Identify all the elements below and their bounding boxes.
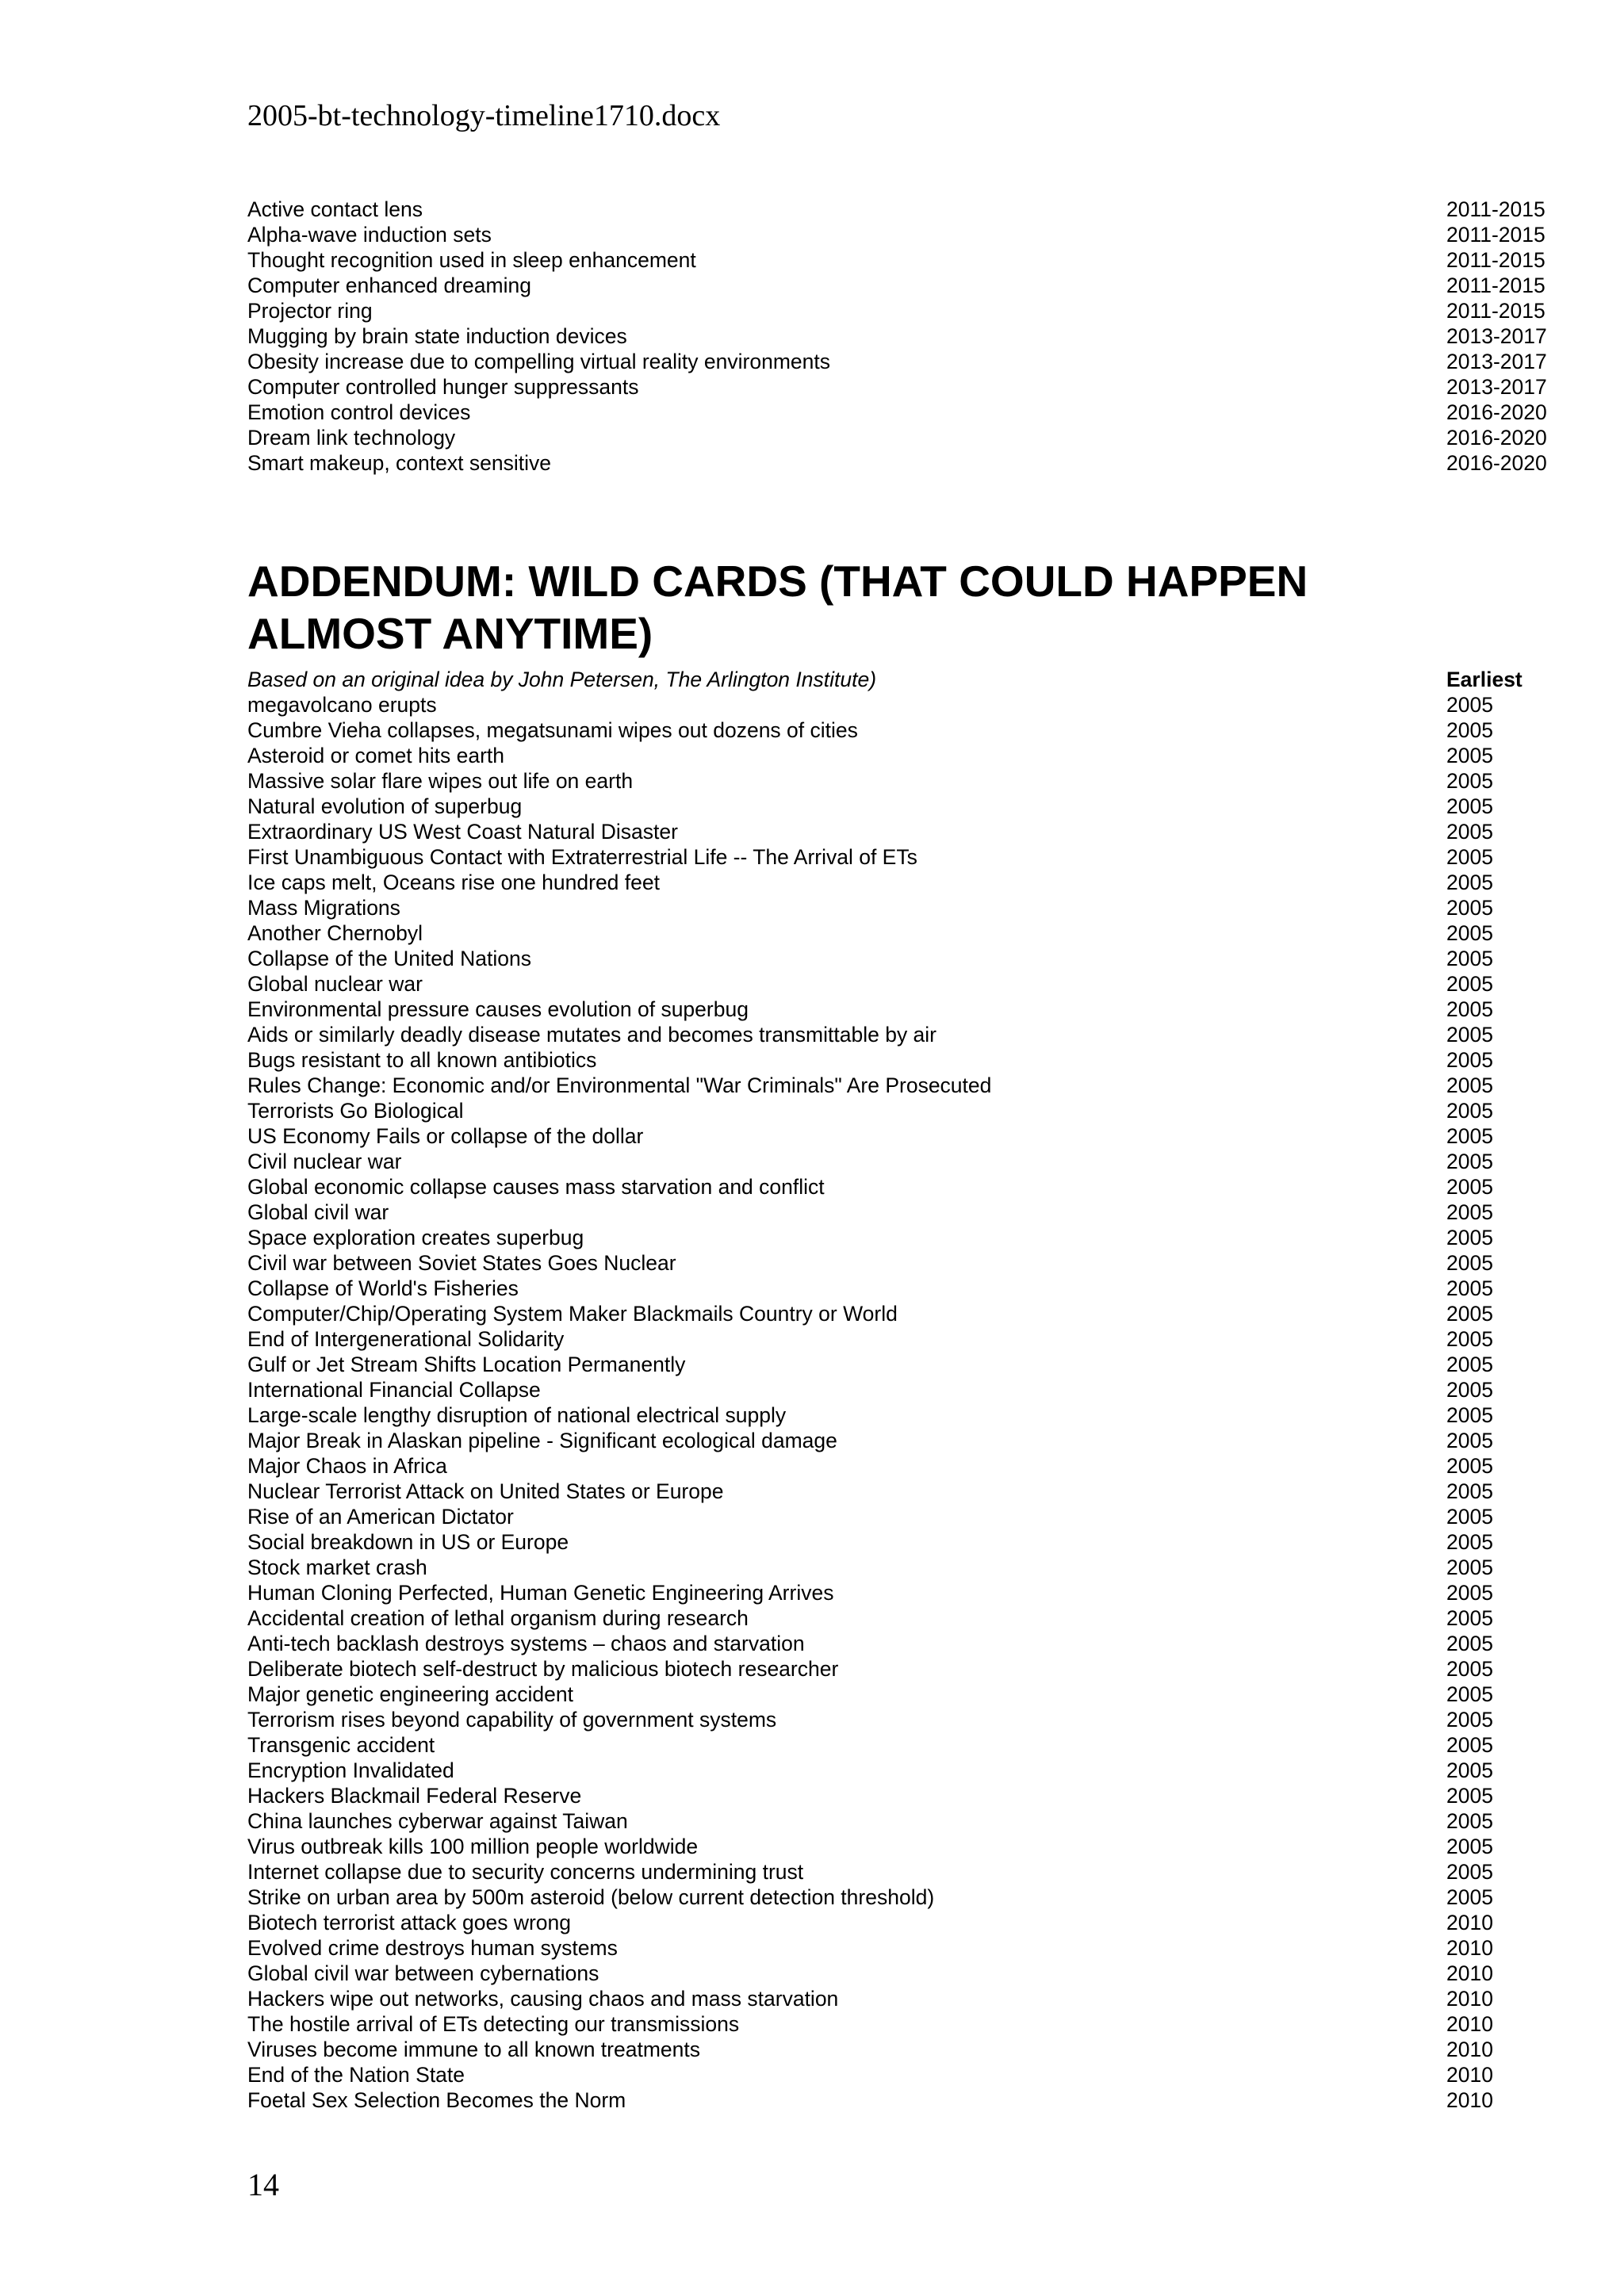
item-date: 2005 <box>1446 1454 1493 1478</box>
wild-card-row <box>247 1986 1564 2011</box>
item-date: 2005 <box>1446 896 1493 920</box>
item-date: 2010 <box>1446 2012 1493 2036</box>
item-date: 2005 <box>1446 1276 1493 1300</box>
item-date: 2010 <box>1446 2038 1493 2061</box>
item-label: Deliberate biotech self-destruct by malicious biotech researcher <box>247 1657 839 1681</box>
item-date: 2005 <box>1446 1226 1493 1249</box>
wild-card-row <box>247 1428 1564 1453</box>
item-date: 2016-2020 <box>1446 400 1547 424</box>
tech-row <box>247 298 1564 323</box>
item-date: 2005 <box>1446 1860 1493 1884</box>
item-date: 2011-2015 <box>1446 274 1545 297</box>
item-label: Smart makeup, context sensitive <box>247 451 551 475</box>
item-date: 2005 <box>1446 693 1493 717</box>
wild-cards-list <box>247 692 1564 2113</box>
item-label: Dream link technology <box>247 426 456 450</box>
item-label: Mugging by brain state induction devices <box>247 324 627 348</box>
item-label: End of Intergenerational Solidarity <box>247 1327 565 1351</box>
item-date: 2005 <box>1446 1530 1493 1554</box>
item-date: 2011-2015 <box>1446 299 1545 323</box>
item-date: 2005 <box>1446 794 1493 818</box>
item-label: Human Cloning Perfected, Human Genetic Engineering Arrives <box>247 1581 834 1605</box>
item-date: 2005 <box>1446 1378 1493 1402</box>
wild-card-row <box>247 718 1564 743</box>
item-label: Major Break in Alaskan pipeline - Significant ecological damage <box>247 1429 837 1452</box>
wild-card-row <box>247 2087 1564 2113</box>
item-date: 2005 <box>1446 1150 1493 1173</box>
item-label: Alpha-wave induction sets <box>247 223 492 247</box>
item-date: 2005 <box>1446 1835 1493 1858</box>
item-date: 2005 <box>1446 744 1493 767</box>
wild-card-row <box>247 1834 1564 1859</box>
wild-card-row <box>247 1808 1564 1834</box>
wild-card-row <box>247 2062 1564 2087</box>
page-number: 14 <box>247 2167 279 2202</box>
item-label: Ice caps melt, Oceans rise one hundred feet <box>247 871 660 894</box>
item-date: 2010 <box>1446 2063 1493 2087</box>
wild-card-row <box>247 743 1564 768</box>
item-label: Major Chaos in Africa <box>247 1454 447 1478</box>
item-date: 2005 <box>1446 972 1493 996</box>
tech-row <box>247 400 1564 425</box>
wild-card-row <box>247 1352 1564 1377</box>
item-label: Emotion control devices <box>247 400 471 424</box>
wild-card-row <box>247 870 1564 895</box>
wild-card-row <box>247 895 1564 920</box>
wild-card-row <box>247 1479 1564 1504</box>
tech-row <box>247 450 1564 476</box>
wild-card-row <box>247 971 1564 997</box>
item-label: Global nuclear war <box>247 972 423 996</box>
item-label: Hackers Blackmail Federal Reserve <box>247 1784 582 1808</box>
wild-card-row <box>247 1656 1564 1682</box>
wild-card-row <box>247 844 1564 870</box>
wild-card-row <box>247 1859 1564 1885</box>
item-label: Massive solar flare wipes out life on earth <box>247 769 634 793</box>
wild-card-row <box>247 2011 1564 2037</box>
wild-card-row <box>247 1605 1564 1631</box>
item-date: 2011-2015 <box>1446 197 1545 221</box>
item-date: 2005 <box>1446 1327 1493 1351</box>
item-label: US Economy Fails or collapse of the dollar <box>247 1124 644 1148</box>
item-date: 2011-2015 <box>1446 223 1545 247</box>
item-date: 2005 <box>1446 1200 1493 1224</box>
wild-card-row <box>247 1047 1564 1073</box>
item-label: Computer controlled hunger suppressants <box>247 375 639 399</box>
wild-card-row <box>247 1783 1564 1808</box>
wild-card-row <box>247 1885 1564 1910</box>
item-label: Thought recognition used in sleep enhancement <box>247 248 696 272</box>
item-label: Viruses become immune to all known treatments <box>247 2038 700 2061</box>
item-date: 2005 <box>1446 1175 1493 1199</box>
item-label: Terrorists Go Biological <box>247 1099 464 1123</box>
wild-card-row <box>247 1276 1564 1301</box>
item-label: Mass Migrations <box>247 896 400 920</box>
item-label: Internet collapse due to security concerns undermining trust <box>247 1860 804 1884</box>
item-label: Bugs resistant to all known antibiotics <box>247 1048 597 1072</box>
wild-card-row <box>247 1910 1564 1935</box>
wild-card-row <box>247 1732 1564 1758</box>
item-label: Strike on urban area by 500m asteroid (below current detection threshold) <box>247 1885 935 1909</box>
item-date: 2016-2020 <box>1446 451 1547 475</box>
wild-card-row <box>247 2037 1564 2062</box>
item-date: 2011-2015 <box>1446 248 1545 272</box>
item-date: 2005 <box>1446 1353 1493 1376</box>
item-label: Civil war between Soviet States Goes Nuclear <box>247 1251 676 1275</box>
item-date: 2005 <box>1446 1073 1493 1097</box>
technology-list <box>247 197 1564 476</box>
item-label: Accidental creation of lethal organism during research <box>247 1606 749 1630</box>
item-date: 2005 <box>1446 820 1493 844</box>
item-label: Extraordinary US West Coast Natural Disaster <box>247 820 678 844</box>
addendum-title: ADDENDUM: WILD CARDS (THAT COULD HAPPEN ALMOST ANYTIME) <box>247 557 1308 658</box>
item-label: First Unambiguous Contact with Extraterrestrial Life -- The Arrival of ETs <box>247 845 917 869</box>
tech-row <box>247 197 1564 222</box>
item-date: 2010 <box>1446 1987 1493 2011</box>
wild-card-row <box>247 946 1564 971</box>
item-date: 2013-2017 <box>1446 350 1547 373</box>
wild-card-row <box>247 1580 1564 1605</box>
item-date: 2005 <box>1446 769 1493 793</box>
tech-row <box>247 273 1564 298</box>
wild-card-row <box>247 1453 1564 1479</box>
item-date: 2013-2017 <box>1446 375 1547 399</box>
tech-row <box>247 349 1564 374</box>
wild-card-row <box>247 1326 1564 1352</box>
item-label: Cumbre Vieha collapses, megatsunami wipes out dozens of cities <box>247 718 858 742</box>
wild-card-row <box>247 1504 1564 1529</box>
tech-row <box>247 374 1564 400</box>
item-date: 2005 <box>1446 1809 1493 1833</box>
wild-card-row <box>247 1225 1564 1250</box>
item-label: Another Chernobyl <box>247 921 423 945</box>
item-label: Major genetic engineering accident <box>247 1682 574 1706</box>
item-label: China launches cyberwar against Taiwan <box>247 1809 628 1833</box>
item-date: 2005 <box>1446 921 1493 945</box>
item-date: 2005 <box>1446 1403 1493 1427</box>
wild-card-row <box>247 1073 1564 1098</box>
item-date: 2010 <box>1446 1911 1493 1934</box>
wild-card-row <box>247 1149 1564 1174</box>
item-label: Transgenic accident <box>247 1733 435 1757</box>
wild-card-row <box>247 1377 1564 1402</box>
tech-row <box>247 247 1564 273</box>
document-filename: 2005-bt-technology-timeline1710.docx <box>247 99 721 132</box>
item-label: Aids or similarly deadly disease mutates and becomes transmittable by air <box>247 1023 937 1047</box>
item-label: Projector ring <box>247 299 373 323</box>
wild-card-row <box>247 1250 1564 1276</box>
item-date: 2005 <box>1446 1099 1493 1123</box>
tech-row <box>247 323 1564 349</box>
item-label: Active contact lens <box>247 197 423 221</box>
item-date: 2010 <box>1446 1961 1493 1985</box>
item-label: Biotech terrorist attack goes wrong <box>247 1911 571 1934</box>
item-date: 2005 <box>1446 1758 1493 1782</box>
item-label: Terrorism rises beyond capability of government systems <box>247 1708 777 1732</box>
wild-card-row <box>247 1402 1564 1428</box>
item-label: Encryption Invalidated <box>247 1758 454 1782</box>
item-date: 2010 <box>1446 1936 1493 1960</box>
item-date: 2005 <box>1446 1251 1493 1275</box>
wild-card-row <box>247 997 1564 1022</box>
item-date: 2005 <box>1446 1784 1493 1808</box>
item-label: Social breakdown in US or Europe <box>247 1530 569 1554</box>
item-label: Stock market crash <box>247 1556 427 1579</box>
item-date: 2005 <box>1446 718 1493 742</box>
wild-card-row <box>247 1022 1564 1047</box>
item-label: Space exploration creates superbug <box>247 1226 584 1249</box>
wild-card-row <box>247 1758 1564 1783</box>
item-date: 2005 <box>1446 1429 1493 1452</box>
wild-card-row <box>247 1301 1564 1326</box>
item-date: 2005 <box>1446 1505 1493 1529</box>
wild-card-row <box>247 768 1564 794</box>
item-date: 2005 <box>1446 871 1493 894</box>
wild-card-row <box>247 819 1564 844</box>
item-label: Global economic collapse causes mass starvation and conflict <box>247 1175 825 1199</box>
item-label: Global civil war between cybernations <box>247 1961 599 1985</box>
item-date: 2005 <box>1446 1708 1493 1732</box>
wild-card-row <box>247 1098 1564 1123</box>
item-label: Large-scale lengthy disruption of national electrical supply <box>247 1403 787 1427</box>
item-label: Collapse of World's Fisheries <box>247 1276 519 1300</box>
wild-card-row <box>247 1123 1564 1149</box>
item-label: Gulf or Jet Stream Shifts Location Permanently <box>247 1353 686 1376</box>
item-label: Evolved crime destroys human systems <box>247 1936 618 1960</box>
item-date: 2005 <box>1446 1885 1493 1909</box>
item-label: Virus outbreak kills 100 million people worldwide <box>247 1835 699 1858</box>
wild-card-row <box>247 1631 1564 1656</box>
item-label: Natural evolution of superbug <box>247 794 523 818</box>
item-label: Computer enhanced dreaming <box>247 274 531 297</box>
item-label: Foetal Sex Selection Becomes the Norm <box>247 2088 626 2112</box>
wild-card-row <box>247 1961 1564 1986</box>
item-label: Nuclear Terrorist Attack on United States or Europe <box>247 1479 724 1503</box>
wild-card-row <box>247 1555 1564 1580</box>
item-label: Hackers wipe out networks, causing chaos and mass starvation <box>247 1987 839 2011</box>
item-date: 2005 <box>1446 1682 1493 1706</box>
wild-card-row <box>247 1682 1564 1707</box>
wild-card-row <box>247 1174 1564 1200</box>
wild-card-row <box>247 920 1564 946</box>
addendum-subheader <box>247 667 1564 692</box>
item-date: 2005 <box>1446 1733 1493 1757</box>
wild-card-row <box>247 794 1564 819</box>
tech-row <box>247 425 1564 450</box>
earliest-column-header: Earliest <box>1446 668 1522 691</box>
item-date: 2005 <box>1446 1124 1493 1148</box>
wild-card-row <box>247 1707 1564 1732</box>
item-label: End of the Nation State <box>247 2063 465 2087</box>
item-label: Environmental pressure causes evolution of superbug <box>247 997 749 1021</box>
wild-card-row <box>247 692 1564 718</box>
item-label: International Financial Collapse <box>247 1378 541 1402</box>
item-date: 2005 <box>1446 1048 1493 1072</box>
source-note: Based on an original idea by John Petersen, The Arlington Institute) <box>247 668 877 691</box>
item-label: megavolcano erupts <box>247 693 437 717</box>
item-date: 2016-2020 <box>1446 426 1547 450</box>
item-label: Civil nuclear war <box>247 1150 402 1173</box>
wild-card-row <box>247 1935 1564 1961</box>
item-date: 2005 <box>1446 845 1493 869</box>
item-date: 2005 <box>1446 947 1493 970</box>
wild-card-row <box>247 1200 1564 1225</box>
item-date: 2005 <box>1446 1657 1493 1681</box>
item-label: Global civil war <box>247 1200 389 1224</box>
item-label: Rise of an American Dictator <box>247 1505 514 1529</box>
item-date: 2005 <box>1446 1606 1493 1630</box>
item-date: 2010 <box>1446 2088 1493 2112</box>
item-label: Rules Change: Economic and/or Environmental "War Criminals" Are Prosecuted <box>247 1073 992 1097</box>
item-label: Asteroid or comet hits earth <box>247 744 505 767</box>
item-date: 2005 <box>1446 1632 1493 1655</box>
item-date: 2013-2017 <box>1446 324 1547 348</box>
item-date: 2005 <box>1446 1023 1493 1047</box>
item-date: 2005 <box>1446 1302 1493 1326</box>
item-date: 2005 <box>1446 1556 1493 1579</box>
item-label: Collapse of the United Nations <box>247 947 531 970</box>
wild-card-row <box>247 1529 1564 1555</box>
item-date: 2005 <box>1446 997 1493 1021</box>
item-label: Anti-tech backlash destroys systems – chaos and starvation <box>247 1632 805 1655</box>
item-label: Computer/Chip/Operating System Maker Blackmails Country or World <box>247 1302 898 1326</box>
item-date: 2005 <box>1446 1479 1493 1503</box>
item-date: 2005 <box>1446 1581 1493 1605</box>
item-label: Obesity increase due to compelling virtual reality environments <box>247 350 830 373</box>
tech-row <box>247 222 1564 247</box>
item-label: The hostile arrival of ETs detecting our transmissions <box>247 2012 740 2036</box>
